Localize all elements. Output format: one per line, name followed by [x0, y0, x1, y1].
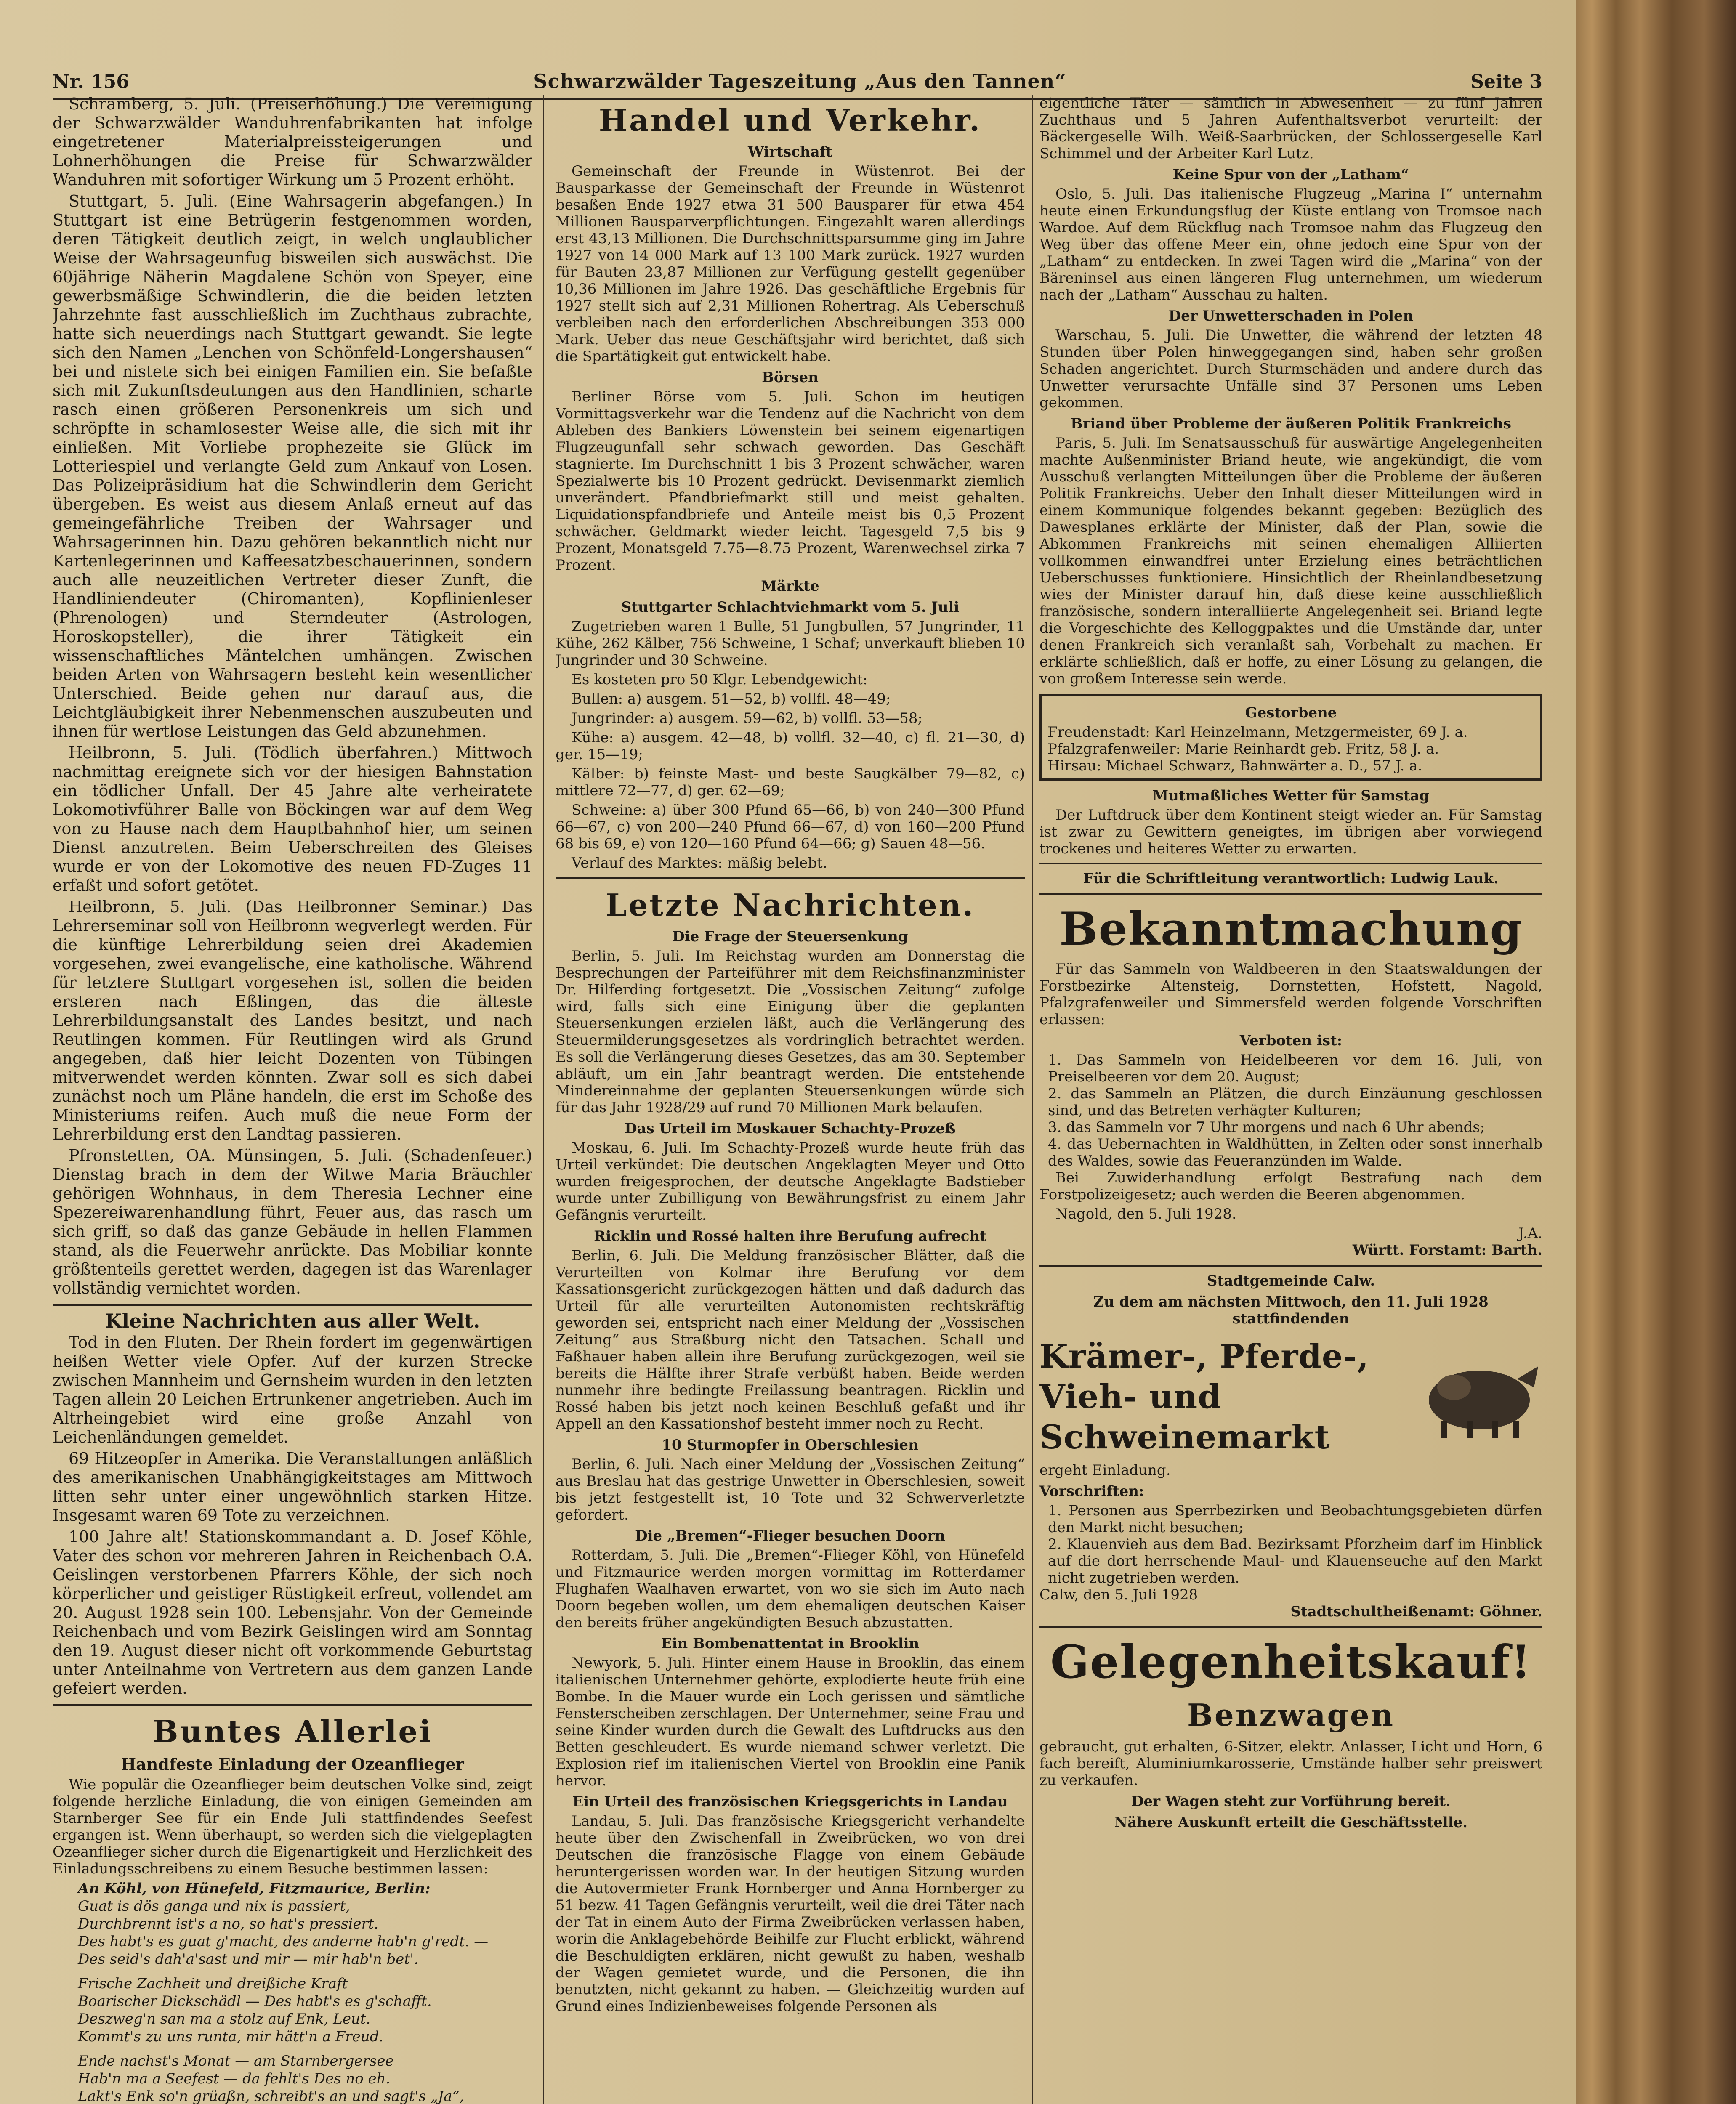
poem-line: Guat is dös ganga und nix is passiert,	[78, 1898, 351, 1915]
page-header	[53, 55, 1542, 100]
article-stuttgart: Stuttgart, 5. Juli. (Eine Wahrsagerin abgefangen.) In Stuttgart ist eine Betrügerin festgenommen worden, deren Tätigkeit deutlich zeigt, in welch unglaublicher Weise der Wahrsageunfug bisweilen sich auswächst. Die 60jährige Näherin Magdalene Schön von Speyer, eine gewerbsmäßige Schwindlerin, die die beiden letzten Jahrzehnte fast ausschließlich im Zuchthaus zubrachte, hatte sich neuerdings nach Stuttgart gewandt. Sie legte sich den Namen „Lenchen von Schönfeld-Longershausen“ bei und nistete sich bei einigen Familien ein. Sie befaßte sich mit Zukunftsdeutungen aus den Handlinien, scharte rasch einen größeren Personenkreis um sich und schröpfte in schamlosester Weise alle, die sich mit ihr einließen. Mit Vorliebe prophezeite sie Glück im Lotteriespiel und verlangte Geld zum Ankauf von Losen. Das Polizeipräsidium hat die Schwindlerin dem Gericht übergeben. Es weist aus diesem Anlaß erneut auf das gemeingefährliche Treiben der Wahrsager und Wahrsagerinnen hin. Dazu gehören bekanntlich nicht nur Kartenlegerinnen und Kaffeesatzbeschauerinnen, sondern auch alle neuzeitlichen Vertreter dieser Zunft, die Handliniendeuter (Chiromanten), Kopflinienleser (Phrenologen) und Sterndeuter (Astrologen, Horoskopsteller), die ihrer Tätigkeit ein wissenschaftliches Mäntelchen umhängen. Zwischen beiden Arten von Wahrsagern besteht kein wesentlicher Unterschied. Beide gehen nur darauf aus, die Leichtgläubigkeit ihrer Nebenmenschen auszubeuten und ihnen für wertlose Leistungen das Geld abzunehmen.	[53, 192, 532, 741]
obituary-entry: Hirsau: Michael Schwarz, Bahnwärter a. D., 57 J. a.	[1047, 757, 1422, 774]
subsection-title: Die „Bremen“-Flieger besuchen Doorn	[635, 1528, 945, 1544]
ad-list-item: 1. Das Sammeln von Heidelbeeren vor dem 16. Juli, von Preiselbeeren vor dem 20. August;	[1048, 1052, 1542, 1085]
poem-line: Des habt's es guat g'macht, des anderne hab'n g'redt. —	[78, 1933, 489, 1950]
divider	[53, 1704, 532, 1706]
article-pfronstetten: Pfronstetten, OA. Münsingen, 5. Juli. (Schadenfeuer.) Dienstag brach in dem der Witwe Maria Bräuchler gehörigen Wohnhaus, in dem Theresia Lechner eine Spezereiwarenhandlung führt, Feuer aus, das rasch um sich griff, so daß das ganze Gebäude in hellen Flammen stand, als die Feuerwehr anrückte. Das Mobiliar konnte größtenteils gerettet werden, dagegen ist das Warenlager vollständig vernichtet worden.	[53, 1146, 532, 1297]
column-2	[556, 95, 1025, 2104]
ad-list-item: 3. das Sammeln vor 7 Uhr morgens und nach 6 Uhr abends;	[1048, 1119, 1485, 1136]
ad-title: Krämer-, Pferde-, Vieh- und Schweinemarkt	[1039, 1337, 1369, 1456]
subsection-title: Mutmaßliches Wetter für Samstag	[1152, 787, 1430, 804]
news-item: Berlin, 6. Juli. Die Meldung französischer Blätter, daß die Verurteilten von Kolmar ihre Berufung vor dem Kassationsgericht zurückgezogen hätten und daß dadurch das Urteil für alle verurteilten Autonomisten rechtskräftig geworden sei, entspricht nach einer Meldung der „Vossischen Zeitung“ aus Straßburg nicht den Tatsachen. Schall und Faßhauer haben allein ihre Berufung zurückgezogen, weil sie bereits die Hälfte ihrer Strafe verbüßt haben. Beide werden nunmehr ihre bedingte Freilassung beantragen. Ricklin und Rossé haben bis jetzt noch keinen Beschluß gefaßt und ihr Appell an den Kassationshof besteht immer noch zu Recht.	[556, 1247, 1025, 1432]
subsection-title: Märkte	[761, 578, 819, 595]
ad-text: Nähere Auskunft erteilt die Geschäftsstelle.	[1114, 1814, 1468, 1831]
issue-number: Nr. 156	[53, 71, 129, 93]
news-item: Jungrinder: a) ausgem. 59—62, b) vollfl. 53—58;	[572, 710, 922, 727]
poem-line: Hab'n ma a Seefest — da fehlt's Des no eh.	[78, 2070, 391, 2087]
article-heilbronn-1: Heilbronn, 5. Juli. (Tödlich überfahren.) Mittwoch nachmittag ereignete sich vor der hiesigen Bahnstation ein tödlicher Unfall. Der 45 Jahre alte verheiratete Lokomotivführer Balle von Böckingen war auf dem Weg von zu Hause nach dem Hauptbahnhof hier, um seinen Dienst anzutreten. Beim Ueberschreiten des Gleises wurde er von der Lokomotive des neuen FD-Zuges 11 erfaßt und sofort getötet.	[53, 744, 532, 895]
livestock-illustration	[1416, 1350, 1542, 1442]
news-item: Berlin, 5. Juli. Im Reichstag wurden am Donnerstag die Besprechungen der Parteiführer mit dem Reichsfinanzminister Dr. Hilferding fortgesetzt. Die „Vossischen Zeitung“ zufolge wird, falls sich eine Einigung über die geplanten Steuersenkungen erzielen läßt, auch die Verlängerung des Steuermilderungsgesetzes als vordringlich betrachtet werden. Es soll die Verlängerung dieses Gesetzes, das am 30. September abläuft, um ein Jahr beantragt werden. Die entstehende Mindereinnahme der geplanten Steuersenkungen würde sich für das Jahr 1928/29 auf rund 70 Millionen Mark belaufen.	[556, 948, 1025, 1116]
ad-date: Nagold, den 5. Juli 1928.	[1055, 1206, 1236, 1222]
ad-text: gebraucht, gut erhalten, 6-Sitzer, elektr. Anlasser, Licht und Horn, 6 fach bereift, Aluminiumkarosserie, Umstände halber sehr preiswert zu verkaufen.	[1039, 1738, 1542, 1789]
divider	[1039, 1626, 1542, 1628]
ad-list-item: 4. das Uebernachten in Waldhütten, in Zelten oder sonst innerhalb des Waldes, sowie das Feueranzünden im Walde.	[1048, 1136, 1542, 1169]
section-title: Kleine Nachrichten aus aller Welt.	[105, 1310, 480, 1332]
weather-forecast: Der Luftdruck über dem Kontinent steigt wieder an. Für Samstag ist zwar zu Gewittern geneigtes, im übrigen aber vorwiegend trockenes und heiteres Wetter zu erwarten.	[1039, 807, 1542, 857]
newspaper-title: Schwarzwälder Tageszeitung „Aus den Tannen“	[533, 70, 1066, 93]
news-item: Berlin, 6. Juli. Nach einer Meldung der „Vossischen Zeitung“ aus Breslau hat das gestrige Unwetter in Oberschlesien, soweit bis jetzt festgestellt ist, 10 Tote und 32 Schwerverletzte gefordert.	[556, 1456, 1025, 1523]
poem-line: Boarischer Dickschädl — Des habt's es g'schafft.	[78, 1993, 432, 2010]
poem-line: Frische Zachheit und dreißiche Kraft	[78, 1975, 348, 1992]
ad-text: Der Wagen steht zur Vorführung bereit.	[1131, 1793, 1451, 1810]
ad-list-item: 2. Klauenvieh aus dem Bad. Bezirksamt Pforzheim darf im Hinblick auf die dort herrschende Maul- und Klauenseuche auf den Markt nicht zugetrieben werden.	[1048, 1536, 1542, 1586]
ad-subtitle: Stadtgemeinde Calw.	[1207, 1272, 1375, 1289]
ad-sign: J.A.	[1518, 1225, 1542, 1242]
divider	[1039, 1265, 1542, 1267]
news-item: Berliner Börse vom 5. Juli. Schon im heutigen Vormittagsverkehr war die Tendenz auf die Nachricht von dem Ableben des Bankiers Löwenstein bei seinem eigenartigen Flugzeugunfall sehr schwach geworden. Das Geschäft stagnierte. Im Durchschnitt 1 bis 3 Prozent schwächer, waren Spezialwerte bis 10 Prozent gedrückt. Devisenmarkt ziemlich unverändert. Pfandbriefmarkt still und meist gehalten. Liquidationspfandbriefe und Anteile meist bis 0,5 Prozent schwächer. Geldmarkt wieder leicht. Tagesgeld 7,5 bis 9 Prozent, Monatsgeld 7.75—8.75 Prozent, Warenwechsel zirka 7 Prozent.	[556, 388, 1025, 574]
ad-subtitle: Vorschriften:	[1039, 1483, 1144, 1500]
book-binding	[1576, 0, 1736, 2104]
ad-text: ergeht Einladung.	[1039, 1462, 1171, 1479]
news-item: Schweine: a) über 300 Pfund 65—66, b) von 240—300 Pfund 66—67, c) von 200—240 Pfund 66—67, d) von 160—200 Pfund 68 bis 69, e) von 120—160 Pfund 64—66; g) Sauen 48—56.	[556, 802, 1025, 852]
poem-line: Deszweg'n san ma a stolz auf Enk, Leut.	[78, 2011, 371, 2027]
editor-line: Für die Schriftleitung verantwortlich: Ludwig Lauk.	[1083, 870, 1499, 887]
article-heilbronn-2: Heilbronn, 5. Juli. (Das Heilbronner Seminar.) Das Lehrerseminar soll von Heilbronn wegverlegt werden. Für die künftige Lehrerbildung seien drei Akademien vorgesehen, zwei evangelische, eine katholische. Während für letztere Stuttgart vorgesehen ist, sollen die beiden ersteren nach Eßlingen, das die älteste Lehrerbildungsanstalt des Landes besitzt, und nach Reutlingen kommen. Für Reutlingen wird als Grund angegeben, daß hier leicht Dozenten von Tübingen mitverwendet werden könnten. Zwar soll es sich dabei zunächst noch um Pläne handeln, die erst im Schoße des Ministeriums reifen. Auch muß die neue Form der Lehrerbildung erst den Landtag passieren.	[53, 898, 532, 1143]
news-item: 100 Jahre alt! Stationskommandant a. D. Josef Köhle, Vater des schon vor mehreren Jahren in Reichenbach O.A. Geislingen verstorbenen Pfarrers Köhle, der sich noch körperlicher und geistiger Rüstigkeit erfreut, vollendet am 20. August 1928 sein 100. Lebensjahr. Von der Gemeinde Reichenbach und vom Bezirk Geislingen wird am Sonntag den 19. August dieser nicht oft vorkommende Geburtstag unter Anteilnahme von Vertretern aus dem ganzen Lande gefeiert werden.	[53, 1528, 532, 1698]
news-item: Gemeinschaft der Freunde in Wüstenrot. Bei der Bausparkasse der Gemeinschaft der Freunde in Wüstenrot besaßen Ende 1927 etwa 31 500 Bausparer für etwa 454 Millionen Bausparverpflichtungen. Eingezahlt waren allerdings erst 43,13 Millionen. Die Durchschnittsparsumme ging im Jahre 1927 von 14 000 Mark auf 13 100 Mark zurück. 1927 wurden für Bauten 23,87 Millionen zur Verfügung gestellt gegenüber 10,36 Millionen im Jahre 1926. Das geschäftliche Ergebnis für 1927 stellt sich auf 2,31 Millionen Rohertrag. Als Ueberschuß verbleiben nach den erforderlichen Abschreibungen 353 000 Mark. Ueber das neue Geschäftsjahr wird berichtet, daß sich die Spartätigkeit gut entwickelt habe.	[556, 163, 1025, 365]
news-item: Paris, 5. Juli. Im Senatsausschuß für auswärtige Angelegenheiten machte Außenminister Briand heute, wie angekündigt, die vom Ausschuß verlangten Mitteilungen über die Probleme der äußeren Politik Frankreichs. Ueber den Inhalt dieser Mitteilungen wird in einem Kommunique folgendes bekannt gegeben: Bezüglich des Dawesplanes erklärte der Minister, daß der Plan, sowie die Abkommen Frankreichs mit seinen ehemaligen Alliierten vollkommen einwandfrei unter Erzielung eines beträchtlichen Ueberschusses funktioniere. Hinsichtlich der Rheinlandbesetzung wies der Minister darauf hin, daß diese keine ausschließlich französische, sondern interalliierte Angelegenheit sei. Briand legte die Vorgeschichte des Kelloggpaktes und die Umstände dar, unter denen Frankreich sich veranlaßt sah, Vorbehalt zu machen. Er erklärte schließlich, daß er hoffe, zu einer Lösung zu gelangen, die von großem Interesse sein werde.	[1039, 435, 1542, 687]
market-ad-row	[1039, 1330, 1542, 1462]
divider	[1039, 863, 1542, 864]
news-item: Warschau, 5. Juli. Die Unwetter, die während der letzten 48 Stunden über Polen hinweggegangen sind, haben sehr großen Schaden angerichtet. Durch Sturmschäden und andere durch das Unwetter verursachte Unfälle sind 37 Personen ums Leben gekommen.	[1039, 327, 1542, 411]
poem-line: Lakt's Enk so'n grüaßn, schreibt's an und sagt's „Ja“,	[78, 2088, 464, 2104]
subsection-title: Ricklin und Rossé halten ihre Berufung aufrecht	[594, 1228, 986, 1245]
page-number: Seite 3	[1470, 71, 1542, 93]
subsection-title: Wirtschaft	[747, 143, 833, 160]
news-item: Kälber: b) feinste Mast- und beste Saugkälber 79—82, c) mittlere 72—77, d) ger. 62—69;	[556, 765, 1025, 799]
news-item: Wie populär die Ozeanflieger beim deutschen Volke sind, zeigt folgende herzliche Einladung, die von einigen Gemeinden am Starnberger See für ein Ende Juli stattfindendes Seefest ergangen ist. Wenn überhaupt, so werden sich die vielgeplagten Ozeanflieger sicher durch die Eigenartigkeit und Herzlichkeit des Einladungsschreibens zu einem Besuche bestimmen lassen:	[53, 1776, 532, 1877]
article-schramberg: Schramberg, 5. Juli. (Preiserhöhung.) Die Vereinigung der Schwarzwälder Wanduhrenfabrikanten hat infolge eingetretener Materialpreissteigerungen und Lohnerhöhungen die Preise für Schwarzwälder Wanduhren mit sofortiger Wirkung um 5 Prozent erhöht.	[53, 95, 532, 189]
news-item: Verlauf des Marktes: mäßig belebt.	[572, 855, 827, 871]
subsection-title: Der Unwetterschaden in Polen	[1168, 308, 1414, 324]
news-item: Newyork, 5. Juli. Hinter einem Hause in Brooklin, das einem italienischen Unternehmer gehörte, explodierte heute früh eine Bombe. In die Mauer wurde ein Loch gerissen und sämtliche Fensterscheiben zerschlagen. Der Unternehmer, seine Frau und seine Kinder wurden durch die Gewalt des Luftdrucks aus den Betten geschleudert. Es wurde niemand schwer verletzt. Die Explosion rief im italienischen Viertel von Brooklin eine Panik hervor.	[556, 1655, 1025, 1789]
section-title: Handel und Verkehr.	[598, 102, 982, 138]
section-title: Letzte Nachrichten.	[605, 887, 975, 923]
subsection-title: Ein Urteil des französischen Kriegsgerichts in Landau	[572, 1793, 1008, 1810]
ad-list-item: 2. das Sammeln an Plätzen, die durch Einzäunung geschlossen sind, und das Betreten verhägter Kulturen;	[1048, 1085, 1542, 1119]
subsection-title: 10 Sturmopfer in Oberschlesien	[662, 1437, 919, 1453]
news-item: Tod in den Fluten. Der Rhein fordert im gegenwärtigen heißen Wetter viele Opfer. Auf der kurzen Strecke zwischen Mannheim und Gernsheim wurden in den letzten Tagen allein 20 Leichen Ertrunkener angetrieben. Auch im Altrheingebiet wird eine große Anzahl von Leichenländungen gemeldet.	[53, 1333, 532, 1446]
ad-subtitle: Benzwagen	[1187, 1697, 1395, 1733]
subsection-title: Stuttgarter Schlachtviehmarkt vom 5. Juli	[621, 599, 960, 616]
poem-line: An Köhl, von Hünefeld, Fitzmaurice, Berlin:	[78, 1880, 431, 1897]
subsection-title: Börsen	[762, 369, 819, 386]
news-item: Zugetrieben waren 1 Bulle, 51 Jungbullen, 57 Jungrinder, 11 Kühe, 262 Kälber, 756 Schweine, 1 Schaf; unverkauft blieben 10 Jungrinder und 30 Schweine.	[556, 618, 1025, 669]
news-item: Es kosteten pro 50 Klgr. Lebendgewicht:	[572, 671, 868, 688]
subsection-title: Handfeste Einladung der Ozeanflieger	[121, 1755, 464, 1774]
subsection-title: Das Urteil im Moskauer Schachty-Prozeß	[625, 1120, 956, 1137]
news-item: eigentliche Täter — sämtlich in Abwesenheit — zu fünf Jahren Zuchthaus und 5 Jahren Aufenthaltsverbot verurteilt: der Bäckergeselle Wilh. Weiß-Saarbrücken, der Schlossergeselle Karl Schimmel und der Arbeiter Karl Lutz.	[1039, 95, 1542, 162]
poem-line: Durchbrennt ist's a no, so hat's pressiert.	[78, 1915, 379, 1932]
subsection-title: Die Frage der Steuersenkung	[672, 928, 908, 945]
news-item: Moskau, 6. Juli. Im Schachty-Prozeß wurde heute früh das Urteil verkündet: Die deutschen Angeklagten Meyer und Otto wurden freigesprochen, der deutsche Angeklagte Badstieber wurde unter Zubilligung von Bewährungsfrist zu einem Jahr Gefängnis verurteilt.	[556, 1140, 1025, 1224]
divider	[1039, 893, 1542, 895]
poem-line: Des seid's dah'a'sast und mir — mir hab'n bet'.	[78, 1951, 419, 1968]
ad-title: Bekanntmachung	[1059, 903, 1523, 956]
ad-sign: Stadtschultheißenamt: Göhner.	[1290, 1603, 1542, 1620]
column-rule	[543, 95, 544, 2104]
ad-text: Bei Zuwiderhandlung erfolgt Bestrafung nach dem Forstpolizeigesetz; auch werden die Beeren abgenommen.	[1039, 1169, 1542, 1203]
ad-date: Calw, den 5. Juli 1928	[1039, 1586, 1198, 1603]
ad-text: Für das Sammeln von Waldbeeren in den Staatswaldungen der Forstbezirke Altensteig, Dornstetten, Hofstett, Nagold, Pfalzgrafenweiler und Simmersfeld werden folgende Vorschriften erlassen:	[1039, 961, 1542, 1028]
divider	[556, 877, 1025, 879]
obituary-entry: Pfalzgrafenweiler: Marie Reinhardt geb. Fritz, 58 J. a.	[1047, 741, 1439, 757]
ad-text: Zu dem am nächsten Mittwoch, den 11. Juli 1928 stattfindenden	[1093, 1294, 1489, 1327]
subsection-title: Keine Spur von der „Latham“	[1172, 166, 1409, 183]
ad-title: Gelegenheitskauf!	[1050, 1636, 1532, 1689]
ad-subtitle: Verboten ist:	[1239, 1032, 1343, 1049]
column-1	[53, 95, 532, 2104]
ad-list-item: 1. Personen aus Sperrbezirken und Beobachtungsgebieten dürfen den Markt nicht besuchen;	[1048, 1502, 1542, 1536]
poem-line: Kommt's zu uns runta, mir hätt'n a Freud.	[78, 2028, 384, 2045]
news-item: Bullen: a) ausgem. 51—52, b) vollfl. 48—49;	[572, 691, 891, 707]
obituary-entry: Freudenstadt: Karl Heinzelmann, Metzgermeister, 69 J. a.	[1047, 724, 1468, 741]
news-item: Landau, 5. Juli. Das französische Kriegsgericht verhandelte heute über den Zwischenfall in Zweibrücken, wo von drei Deutschen die französische Flagge von einem Gebäude heruntergerissen worden war. In der heutigen Sitzung wurden die Autovermieter Frank Hornberger und Anna Hornberger zu 51 bezw. 41 Tagen Gefängnis verurteilt, weil die drei Täter nach der Tat in einem Auto der Firma Zweibrücken verlassen haben, worin die Anklagebehörde Beihilfe zur Flucht erblickt, während die Beschuldigten erklären, nicht gewußt zu haben, weshalb der Wagen gemietet wurde, und die Personen, die ihn benutzten, nicht gekannt zu haben. — Gleichzeitig wurden auf Grund eines Indizienbeweises folgende Personen als	[556, 1813, 1025, 2015]
column-rule	[1032, 95, 1033, 2104]
news-item: 69 Hitzeopfer in Amerika. Die Veranstaltungen anläßlich des amerikanischen Unabhängigkeitstages am Mittwoch litten sehr unter einer ungewöhnlich starken Hitze. Insgesamt waren 69 Tote zu verzeichnen.	[53, 1449, 532, 1525]
subsection-title: Gestorbene	[1245, 704, 1337, 721]
column-3	[1039, 95, 1542, 2104]
news-item: Rotterdam, 5. Juli. Die „Bremen“-Flieger Köhl, von Hünefeld und Fitzmaurice werden morgen vormittag im Rotterdamer Flughafen Waalhaven erwartet, von wo sie sich im Auto nach Doorn begeben wollen, um dem ehemaligen deutschen Kaiser den bereits früher angekündigten Besuch abzustatten.	[556, 1547, 1025, 1631]
ad-sign: Württ. Forstamt: Barth.	[1352, 1242, 1542, 1259]
subsection-title: Ein Bombenattentat in Brooklin	[661, 1635, 920, 1652]
poem-line: Ende nachst's Monat — am Starnbergersee	[78, 2053, 394, 2069]
divider	[53, 1304, 532, 1306]
obituary-box	[1039, 694, 1542, 781]
subsection-title: Briand über Probleme der äußeren Politik Frankreichs	[1070, 415, 1512, 432]
news-item: Kühe: a) ausgem. 42—48, b) vollfl. 32—40, c) fl. 21—30, d) ger. 15—19;	[556, 729, 1025, 763]
news-item: Oslo, 5. Juli. Das italienische Flugzeug „Marina I“ unternahm heute einen Erkundungsflug der Küste entlang von Tromsoe nach Wardoe. Auf dem Rückflug nach Tromsoe nahm das Flugzeug den Weg über das offene Meer ein, ohne jedoch eine Spur von der „Latham“ zu entdecken. In zwei Tagen wird die „Marina“ von der Bäreninsel aus einen längeren Flug unternehmen, um wiederum nach der „Latham“ Ausschau zu halten.	[1039, 186, 1542, 303]
section-title: Buntes Allerlei	[152, 1713, 433, 1749]
